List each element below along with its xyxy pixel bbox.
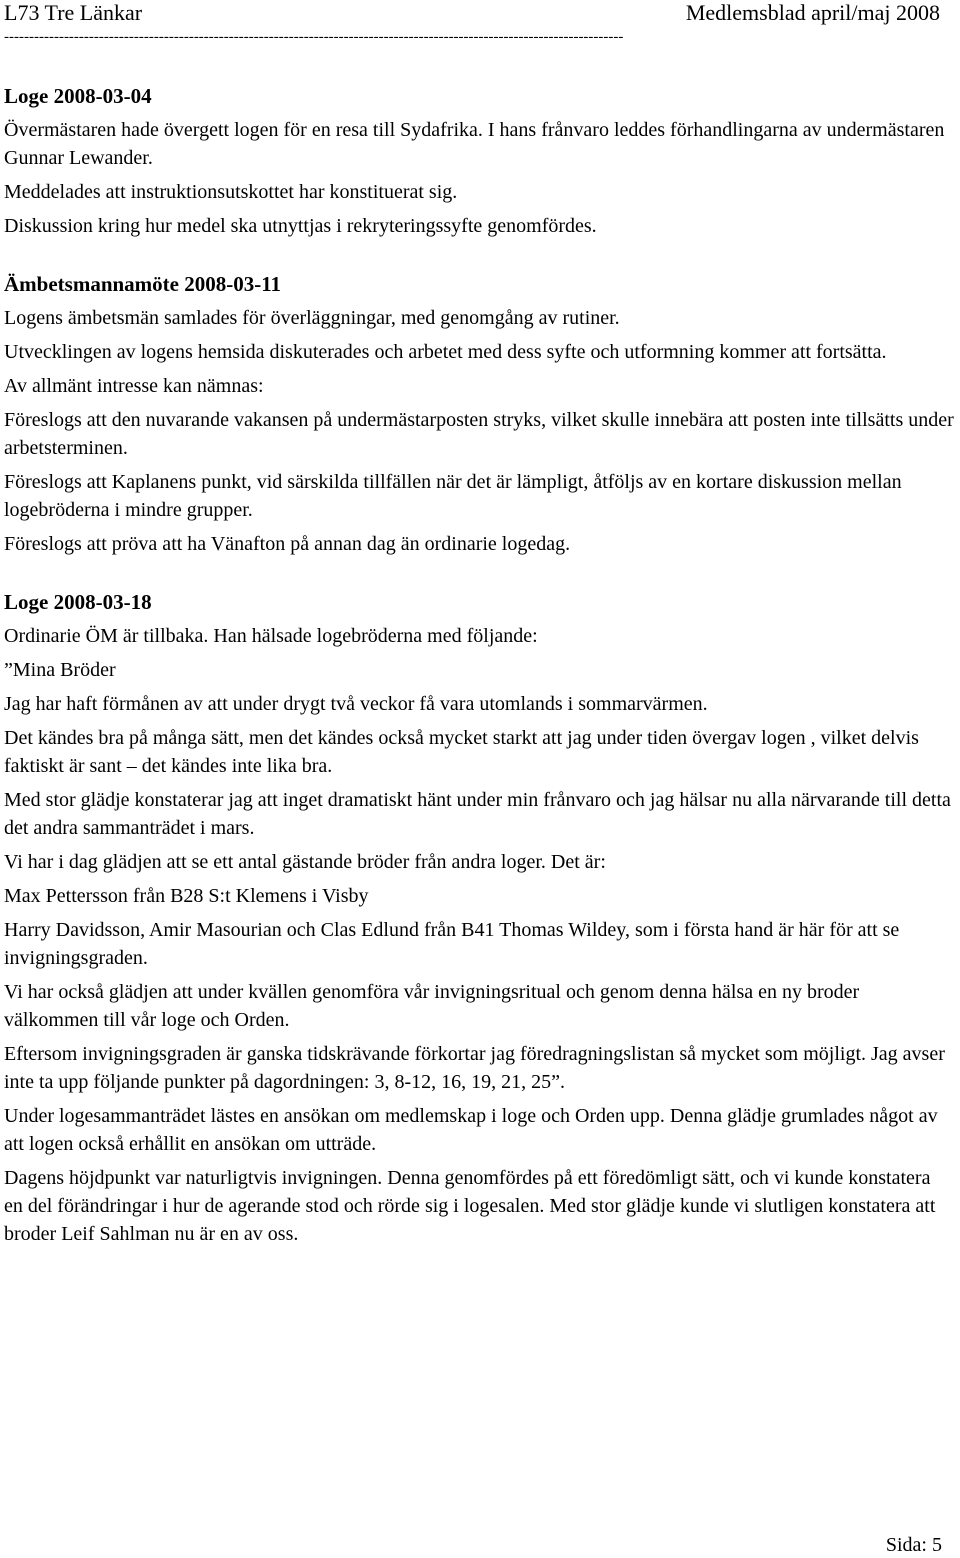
paragraph: Logens ämbetsmän samlades för överläggningar, med genomgång av rutiner. <box>4 307 620 329</box>
paragraph: Under logesammanträdet lästes en ansökan om medlemskap i loge och Orden upp. Denna glädje grumlades något av att logen också erhållit en ansökan om utträde. <box>4 1105 938 1155</box>
page-number: Sida: 5 <box>885 1534 942 1556</box>
paragraph: Av allmänt intresse kan nämnas: <box>4 375 264 397</box>
paragraph: Ordinarie ÖM är tillbaka. Han hälsade logebröderna med följande: <box>4 625 538 647</box>
paragraph: Dagens höjdpunkt var naturligtvis invigningen. Denna genomfördes på ett föredömligt sätt, och vi kunde konstatera en del förändringar i hur de agerande stod och rörde sig i logesalen. Med stor glädje kunde vi slutligen konstatera att broder Leif Sahlman nu är en av oss. <box>4 1167 936 1245</box>
document-body <box>4 82 954 1254</box>
paragraph: Föreslogs att Kaplanens punkt, vid särskilda tillfällen när det är lämpligt, åtföljs av en kortare diskussion mellan logebröderna i mindre grupper. <box>4 471 902 521</box>
paragraph: Vi har också glädjen att under kvällen genomföra vår invigningsritual och genom denna hälsa en ny broder välkommen till vår loge och Orden. <box>4 981 860 1031</box>
section-heading: Loge 2008-03-04 <box>4 84 152 108</box>
section-heading: Loge 2008-03-18 <box>4 590 152 614</box>
paragraph: Övermästaren hade övergett logen för en resa till Sydafrika. I hans frånvaro leddes förhandlingarna av undermästaren Gunnar Lewander. <box>4 119 945 169</box>
paragraph: Harry Davidsson, Amir Masourian och Clas Edlund från B41 Thomas Wildey, som i första hand är här för att se invigningsgraden. <box>4 919 900 969</box>
paragraph: Utvecklingen av logens hemsida diskuterades och arbetet med dess syfte och utformning kommer att fortsätta. <box>4 341 887 363</box>
paragraph: ”Mina Bröder <box>4 659 116 681</box>
paragraph: Föreslogs att den nuvarande vakansen på undermästarposten stryks, vilket skulle innebära att posten inte tillsätts under arbetsterminen. <box>4 409 954 459</box>
section-heading: Ämbetsmannamöte 2008-03-11 <box>4 272 282 296</box>
header-dashed-rule: ---------------------------------------------------------------------------------------------------------------------------- <box>4 29 624 45</box>
paragraph: Meddelades att instruktionsutskottet har konstituerat sig. <box>4 181 458 203</box>
paragraph: Eftersom invigningsgraden är ganska tidskrävande förkortar jag föredragningslistan så mycket som möjligt. Jag avser inte ta upp följande punkter på dagordningen: 3, 8-12, 16, 19, 21, 25”. <box>4 1043 945 1093</box>
paragraph: Vi har i dag glädjen att se ett antal gästande bröder från andra loger. Det är: <box>4 851 606 873</box>
header-newsletter-title: Medlemsblad april/maj 2008 <box>685 0 940 25</box>
paragraph: Föreslogs att pröva att ha Vänafton på annan dag än ordinarie logedag. <box>4 533 571 555</box>
paragraph: Med stor glädje konstaterar jag att inget dramatiskt hänt under min frånvaro och jag hälsar nu alla närvarande till detta det andra sammanträdet i mars. <box>4 789 951 839</box>
header-lodge-name: L73 Tre Länkar <box>4 0 143 25</box>
paragraph: Max Pettersson från B28 S:t Klemens i Visby <box>4 885 369 907</box>
page-header <box>0 0 960 45</box>
paragraph: Jag har haft förmånen av att under drygt två veckor få vara utomlands i sommarvärmen. <box>4 693 708 715</box>
paragraph: Det kändes bra på många sätt, men det kändes också mycket starkt att jag under tiden övergav logen , vilket delvis faktiskt är sant – det kändes inte lika bra. <box>4 727 919 777</box>
paragraph: Diskussion kring hur medel ska utnyttjas i rekryteringssyfte genomfördes. <box>4 215 597 237</box>
